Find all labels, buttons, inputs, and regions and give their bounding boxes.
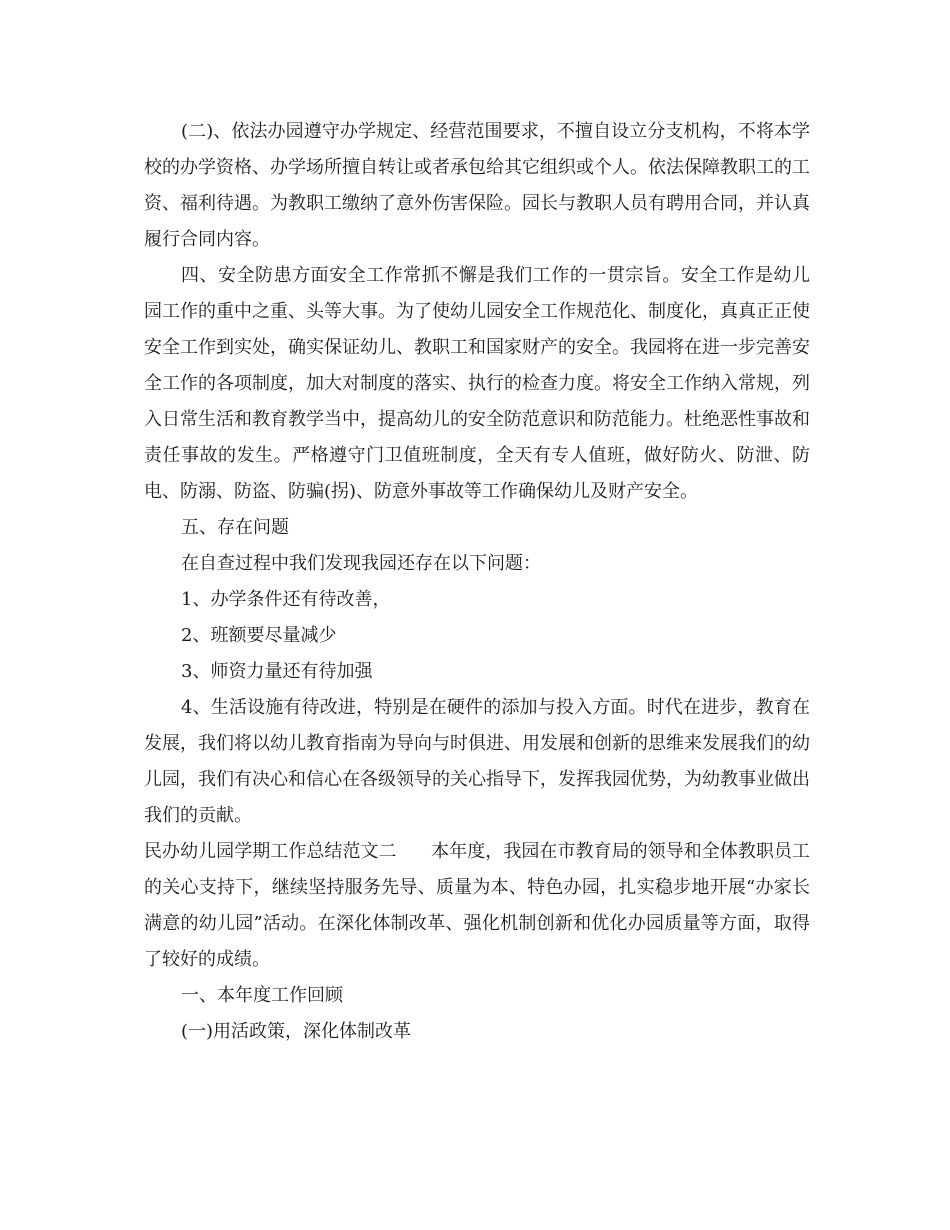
- paragraph-safety-work: 四、安全防患方面安全工作常抓不懈是我们工作的一贯宗旨。安全工作是幼儿园工作的重中之重、头等大事。为了使幼儿园安全工作规范化、制度化，真真正正使安全工作到实处，确实保证幼儿、教职工和国家财产的安全。我园将在进一步完善安全工作的各项制度，加大对制度的落实、执行的检查力度。将安全工作纳入常规，列入日常生活和教育教学当中，提高幼儿的安全防范意识和防范能力。杜绝恶性事故和责任事故的发生。严格遵守门卫值班制度，全天有专人值班，做好防火、防泄、防电、防溺、防盗、防骗(拐)、防意外事故等工作确保幼儿及财产安全。: [144, 265, 810, 502]
- subheading-policy-reform: (一)用活政策，深化体制改革: [181, 1021, 412, 1042]
- list-item-1: 1、办学条件还有待改善，: [181, 589, 391, 610]
- document-body: [144, 114, 810, 1050]
- section-body: 本年度，我园在市教育局的领导和全体教职员工的关心支持下，继续坚持服务先导、质量为本、特色办园，扎实稳步地开展“办家长满意的幼儿园”活动。在深化体制改革、强化机制创新和优化办园质量等方面，取得了较好的成绩。: [144, 841, 810, 970]
- section-title: 民办幼儿园学期工作总结范文二: [144, 841, 397, 862]
- title-gap: [397, 841, 432, 862]
- list-item-4: 4、生活设施有待改进，特别是在硬件的添加与投入方面。时代在进步，教育在发展，我们将以幼儿教育指南为导向与时俱进、用发展和创新的思维来发展我们的幼儿园，我们有决心和信心在各级领导的关心指导下，发挥我园优势，为幼教事业做出我们的贡献。: [144, 697, 810, 826]
- heading-existing-problems: 五、存在问题: [181, 517, 289, 538]
- paragraph-employment-compliance: (二)、依法办园遵守办学规定、经营范围要求，不擅自设立分支机构，不将本学校的办学资格、办学场所擅自转让或者承包给其它组织或个人。依法保障教职工的工资、福利待遇。为教职工缴纳了意外伤害保险。园长与教职人员有聘用合同，并认真履行合同内容。: [144, 121, 810, 250]
- list-item-2: 2、班额要尽量减少: [181, 625, 337, 646]
- list-item-3: 3、师资力量还有待加强: [181, 661, 373, 682]
- paragraph-self-check-intro: 在自查过程中我们发现我园还存在以下问题：: [181, 553, 541, 574]
- section-two-paragraph: [144, 834, 810, 978]
- heading-year-review: 一、本年度工作回顾: [181, 985, 343, 1006]
